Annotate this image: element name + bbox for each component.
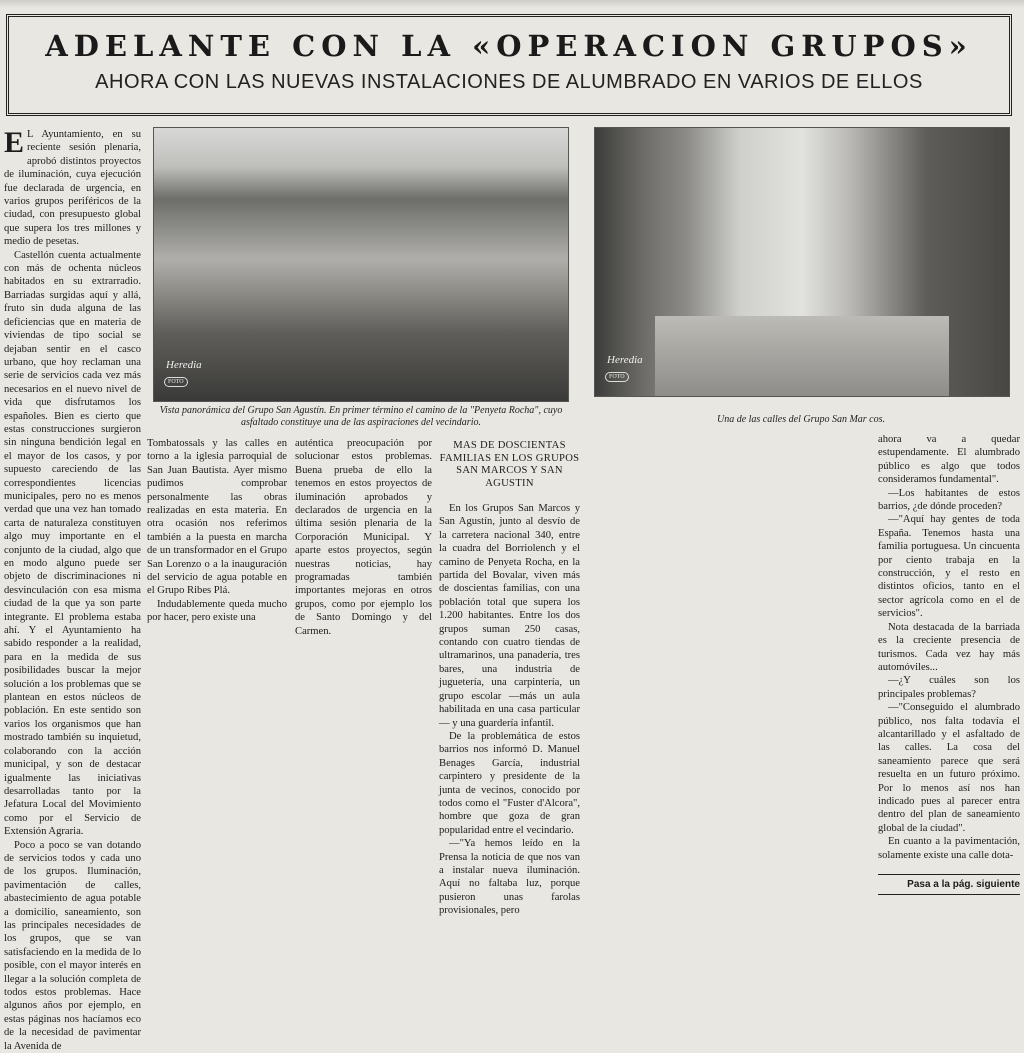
photo-caption: Vista panorámica del Grupo San Agustín. En primer término el camino de la "Penyeta Rocha", cuyo asfaltado constituye una de las aspiraciones del vecindario. — [159, 405, 563, 428]
photo-stamp: FOTO — [605, 372, 629, 382]
paragraph: Castellón cuenta actualmente con más de ochenta núcleos habitados en su extrarradio. Barriadas surgidas aquí y allá, fruto sin duda alguna de las deficiencias que en materia de viviendas de tipo social se dejaban sentir en el casco urbano, que hoy reclaman una serie de servicios cada vez más necesarios en el nuevo nivel de vida que disfrutamos los españoles. Bien es cierto que estas construcciones surgieron sin ninguna bendición legal en el mayor de los casos, y por supuesto careciendo de las correspondientes licencias municipales, pero no es menos verdad que una vez han tomado carta de naturaleza constituyen algo muy importante en el conjunto de la ciudad, algo que en modo alguno puede ser objeto de discriminaciones ni desvinculación con esa misma ciudad de la que ya son parte integrante. El problema estaba ahí. Y el Ayuntamiento ha sabido responder a la realidad, para en la medida de sus posibilidades buscar la mejor solución a los problemas que se plantean en estos núcleos de población. En este sentido son varios los organismos que han mostrado también su inquietud, colaborando con la acción municipal, y son de destacar igualmente las iniciativas desarrolladas tanto por la Jefatura Local del Movimiento como por el Servicio de Extensión Agraria. — [4, 249, 141, 838]
drop-cap: E — [4, 126, 25, 159]
article-column-3 — [295, 437, 432, 638]
paragraph: E L Ayuntamiento, en su reciente sesión plenaria, aprobó distintos proyectos de iluminación, cuya ejecución fue declarada de urgencia, en varios grupos periféricos de la ciudad, con presupuesto global que supera los tres millones y medio de pesetas. — [4, 126, 141, 248]
paragraph: De la problemática de estos barrios nos informó D. Manuel Benages García, industrial carpintero y presidente de la junta de vecinos, conocido por todos como el "Fuster d'Alcora", hombre que goza de gran popularidad entre el vecindario. — [439, 730, 580, 836]
paragraph: En los Grupos San Marcos y San Agustín, junto al desvío de la carretera nacional 340, entre la cuadra del Borriolench y el camino de Penyeta Rocha, en la partida del Bovalar, viven más de doscientas familias, con una población total que supera los 1.200 habitantes. Entre los dos grupos suman 250 casas, contando con cuatro tiendas de ultramarinos, una panadería, tres bares, una industria de juguetería, una carpintería, un grupo escolar —más un aula habilitada en una casa particular— y una guardería infantil. — [439, 503, 580, 729]
paragraph: Tombatossals y las calles en torno a la iglesia parroquial de San Juan Bautista. Ayer mismo pudimos comprobar personalmente las obras realizadas en esta materia. En otra ocasión nos referimos también a la puesta en marcha de un transformador en el Grupo San Lorenzo o a la inauguración del servicio de agua potable en el Grupo Ribes Plá. — [147, 438, 287, 597]
paragraph: Nota destacada de la barriada es la creciente presencia de turismos. Cada vez hay más automóviles... — [878, 621, 1020, 673]
paragraph: —"Ya hemos leído en la Prensa la noticia de que nos van a instalar nueva iluminación. Aquí no faltaba luz, porque pusieron unas farolas provisionales, pero — [439, 838, 580, 917]
paragraph: —"Conseguido el alumbrado público, nos falta todavía el alcantarillado y el asfaltado de las calles. La cosa del saneamiento parece que será resuelta en un futuro próximo. Por lo menos así nos han indicado pues al parecer entra dentro del plan de saneamiento global de la ciudad". — [878, 702, 1020, 834]
street — [655, 316, 949, 396]
paragraph: ahora va a quedar estupendamente. El alumbrado público es algo que todos consideramos fundamental". — [878, 434, 1020, 486]
paragraph: —¿Y cuáles son los principales problemas? — [878, 675, 1020, 700]
article-column-4 — [439, 440, 580, 918]
photo-stamp: FOTO — [164, 377, 188, 387]
photographer-signature: Heredia — [607, 354, 643, 366]
paragraph: En cuanto a la pavimentación, solamente existe una calle dota- — [878, 836, 1020, 861]
paragraph: —"Aquí hay gentes de toda España. Tenemos hasta una familia portuguesa. Un cincuenta por ciento trabaja en la construcción, y el resto en distintos oficios, tanto en el sector agrícola como en el de servicios". — [878, 514, 1020, 620]
continued-on-next-page: Pasa a la pág. siguiente — [878, 874, 1020, 895]
article-column-1 — [4, 128, 141, 1053]
photo-caption: Una de las calles del Grupo San Mar cos. — [716, 414, 886, 425]
paragraph: Poco a poco se van dotando de servicios todos y cada uno de los grupos. Iluminación, pavimentación de calles, abastecimiento de agua potable a domicilio, saneamiento, son las principales necesidades de los grupos, que se van satisfaciendo en la medida de lo posible, con el mayor interés en llegar a la solución completa de todos estos problemas. Hace algunos años por ejemplo, en estas páginas nos hacíamos eco de la necesidad de pavimentar la Avenida de — [4, 839, 141, 1052]
article-column-5 — [878, 433, 1020, 895]
subheadline: AHORA CON LAS NUEVAS INSTALACIONES DE ALUMBRADO EN VARIOS DE ELLOS — [95, 71, 923, 93]
paragraph: auténtica preocupación por solucionar estos problemas. Buena prueba de ello la tenemos en estos proyectos de iluminación aprobados y declarados de urgencia en la última sesión plenaria de la Corporación Municipal. Y aparte estos proyectos, según nuestras noticias, hay programadas también importantes mejoras en otros grupos, como por ejemplo los de Santo Domingo y del Carmen. — [295, 438, 432, 637]
article-column-2 — [147, 437, 287, 625]
photo-street-san-marcos — [594, 127, 1010, 397]
photo-panorama-san-agustin — [153, 127, 569, 402]
paragraph: Indudablemente queda mucho por hacer, pero existe una — [147, 598, 287, 624]
photographer-signature: Heredia — [166, 359, 202, 371]
paragraph: —Los habitantes de estos barrios, ¿de dónde proceden? — [878, 487, 1020, 513]
headline-box — [6, 14, 1012, 116]
page-top-edge — [0, 0, 1024, 8]
headline: ADELANTE CON LA «OPERACION GRUPOS» — [45, 29, 973, 63]
section-subhead: MAS DE DOSCIENTAS FAMILIAS EN LOS GRUPOS SAN MARCOS Y SAN AGUSTIN — [439, 440, 580, 489]
